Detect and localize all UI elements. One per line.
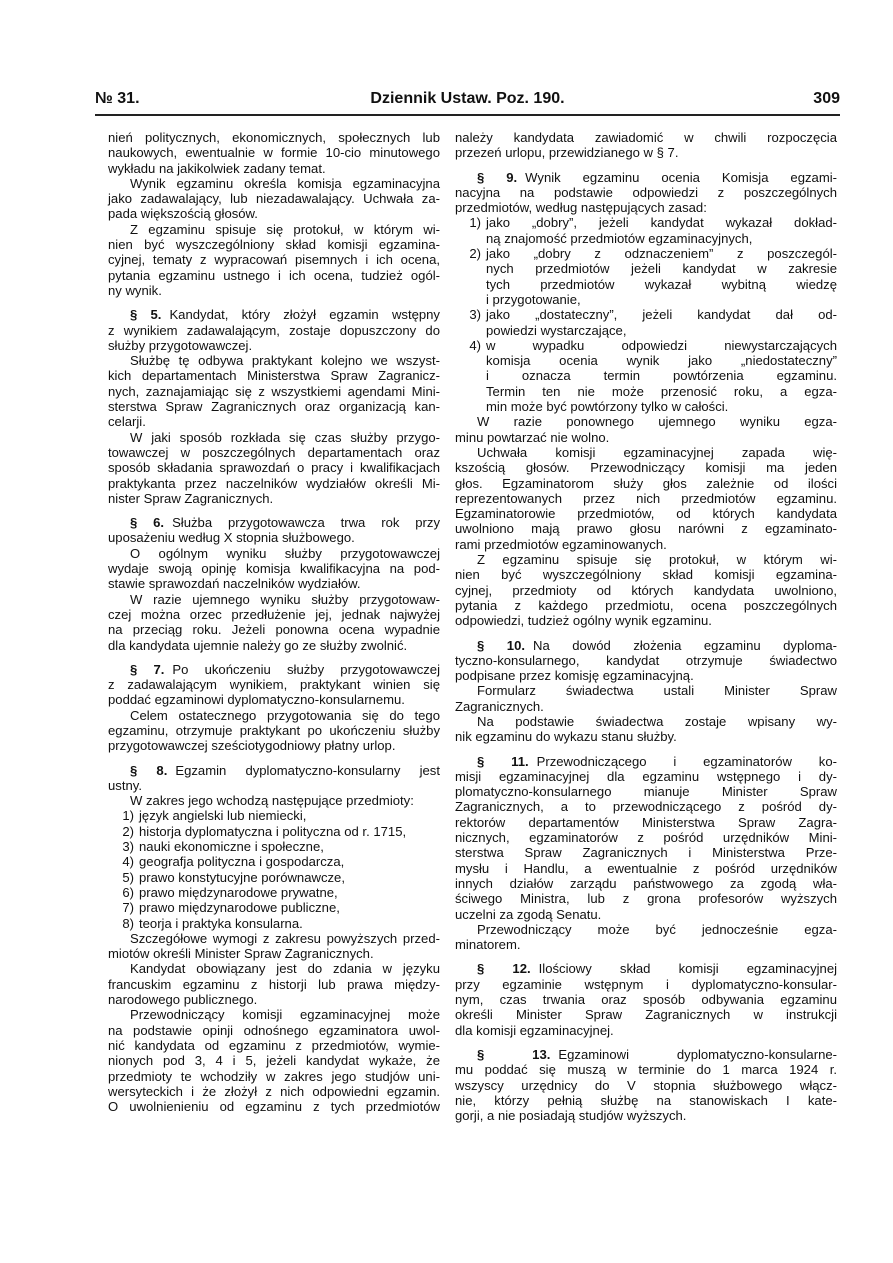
section-paragraph	[108, 763, 440, 794]
text-line: na podstawie opinji odnośnego egzaminatora uwol-	[108, 1022, 440, 1038]
text: Egzamin dyplomatyczno-konsularny jest	[175, 762, 440, 778]
text-line: i oznacza termin powtórzenia egzaminu.	[486, 368, 837, 384]
text-line: min może być powtórzony tylko w całości.	[486, 399, 729, 415]
journal-title: Dziennik Ustaw. Poz. 190.	[370, 90, 565, 107]
text-line: Termin ten nie może przenosić roku, a egza-	[486, 383, 837, 399]
list-item-text	[486, 307, 837, 338]
list-item-text	[139, 916, 440, 931]
text-line: mysłu i Handlu, a ewentualnie z pośród urzędników	[455, 860, 837, 876]
section-paragraph	[455, 638, 837, 684]
list-item-text	[139, 870, 440, 885]
text-line: teorja i praktyka konsularna.	[139, 915, 303, 931]
text-line: reprezentowanych przez nich przedmiotów egzaminu.	[455, 490, 837, 506]
list-item	[108, 900, 440, 915]
text-line: nik egzaminu do wykazu stanu służby.	[455, 729, 677, 745]
text: Wynik egzaminu ocenia Komisja egzami-	[525, 169, 837, 185]
text-line: cyjnej, tematy z wypracowań pisemnych i ich ocena,	[108, 252, 440, 268]
text: Ilościowy skład komisji egzaminacyjnej	[538, 961, 838, 977]
text-line: prawo międzynarodowe prywatne,	[139, 884, 338, 900]
numbered-list	[108, 808, 440, 930]
text-line: sterstwa Spraw Zagranicznych i Ministerstwa Prze-	[455, 845, 837, 861]
text-line: W jaki sposób rozkłada się czas służby przygo-	[130, 429, 440, 445]
text-line: wydaje swoją opinję komisja kwalifikacyjna na pod-	[108, 561, 440, 577]
text-line: komisja ocenia wynik jako „niedostateczny”	[486, 353, 837, 369]
text-line: Służbę tę odbywa praktykant kolejno we wszyst-	[130, 353, 440, 369]
text-line: ustny.	[108, 777, 142, 793]
text-line: kich departamentach Ministerstwa Spraw Zagranicz-	[108, 368, 440, 384]
text-line: pytania z każdego przedmiotu, ocena poszczególnych	[455, 597, 837, 613]
text-line: Zagranicznych.	[455, 698, 544, 714]
text: Przewodniczącego i egzaminatorów ko-	[536, 753, 837, 769]
list-number: 2)	[469, 246, 481, 262]
text-line: i przygotowanie,	[486, 291, 581, 307]
paragraph-gap	[108, 653, 440, 662]
text-line: z wynikiem zadawalającym, zostaje dopuszczony do	[108, 322, 440, 338]
text-line: towawczej w poszczególnych departamentach oraz	[108, 444, 440, 460]
section-number: § 13.	[477, 1046, 551, 1062]
list-number: 6)	[122, 884, 134, 900]
list-item-text	[486, 215, 837, 246]
text-line: miotów określi Minister Spraw Zagranicznych.	[108, 946, 374, 962]
text: Służba przygotowawcza trwa rok przy	[172, 515, 440, 531]
list-item	[108, 854, 440, 869]
page-number: 309	[813, 90, 840, 107]
list-item	[108, 870, 440, 885]
text-line: przedmioty te wchodziły w zakres jego studjów uni-	[108, 1068, 440, 1084]
text: Egzaminowi dyplomatyczno-konsularne-	[558, 1046, 837, 1062]
text-line	[108, 307, 440, 322]
text-line: służby przygotowawczej.	[108, 337, 253, 353]
text: Po ukończeniu służby przygotowawczej	[172, 661, 440, 677]
text-line: dla komisji egzaminacyjnej.	[455, 1022, 614, 1038]
text-line: dla kandydata ujemnie należy go ze służby zwolnić.	[108, 637, 408, 653]
text-line: W razie ujemnego wyniku służby przygotowaw-	[130, 591, 440, 607]
text-line: ną znajomość przedmiotów egzaminacyjnych,	[486, 230, 753, 246]
list-number: 7)	[122, 900, 134, 916]
text-line	[455, 754, 837, 769]
text-line: podpisane przez komisję egzaminacyjną.	[455, 668, 694, 684]
text-line: mu poddać się muszą w terminie do 1 marca 1924 r.	[455, 1062, 837, 1078]
text-line: ściwego Ministra, lub z grona profesorów wyższych	[455, 891, 837, 907]
text-line: plomatyczno-konsularnego mianuje Minister Spraw	[455, 784, 837, 800]
list-item	[455, 307, 837, 338]
paragraph	[108, 130, 440, 176]
list-item-text	[139, 900, 440, 915]
text-line: nie, którzy pełnią służbę na stanowiskach I kate-	[455, 1092, 837, 1108]
text-line: francuskim egzaminu z historji lub prawa między-	[108, 976, 440, 992]
left-column	[108, 130, 440, 1114]
list-item-text	[139, 885, 440, 900]
text-line: rami przedmiotów egzaminowanych.	[455, 536, 667, 552]
text-line: Przewodniczący komisji egzaminacyjnej może	[130, 1007, 440, 1023]
paragraph	[455, 130, 837, 161]
text-line: określi Minister Spraw Zagranicznych w instrukcji	[455, 1007, 837, 1023]
text-line: historja dyplomatyczna i polityczna od r. 1715,	[139, 823, 407, 839]
text-line: O ogólnym wyniku służby przygotowawczej	[130, 545, 440, 561]
text-line: nauki ekonomiczne i społeczne,	[139, 839, 324, 855]
right-column	[455, 130, 837, 1123]
text-line: nych, zaznajamiając się z wszystkiemi agendami Mini-	[108, 383, 440, 399]
text-line: tyczno-konsularnego, kandydat otrzymuje świadectwo	[455, 652, 837, 668]
section-paragraph	[108, 662, 440, 708]
text-line: Formularz świadectwa ustali Minister Spraw	[477, 683, 837, 699]
paragraph	[455, 414, 837, 445]
list-number: 1)	[469, 215, 481, 231]
text-line: nych przedmiotów jeżeli kandydat w zakresie	[486, 261, 837, 277]
text-line: wersyteckich i że złożył z nich odpowiedni egzamin.	[108, 1083, 440, 1099]
text-line: jako „dobry z odznaczeniem” z poszczegól-	[486, 246, 837, 262]
list-item	[108, 824, 440, 839]
paragraph	[108, 430, 440, 506]
paragraph-gap	[108, 298, 440, 307]
header-rule	[95, 114, 840, 116]
text-line: Na podstawie świadectwa zostaje wpisany wy-	[477, 713, 837, 729]
text-line: w wypadku odpowiedzi niewystarczających	[486, 337, 837, 353]
text-line: przezeń urlopu, przewidzianego w § 7.	[455, 145, 679, 161]
text-line: ny wynik.	[108, 282, 162, 298]
text-line: nicznych, egzaminatorów z pośród urzędników Mini-	[455, 830, 837, 846]
text-line: język angielski lub niemiecki,	[139, 808, 307, 824]
text-line: pada większością głosów.	[108, 206, 258, 222]
paragraph	[108, 176, 440, 222]
text-line: rektorów departamentów Ministerstwa Spraw Zagra-	[455, 814, 837, 830]
paragraph-gap	[455, 629, 837, 638]
list-item-text	[139, 808, 440, 823]
section-paragraph	[455, 754, 837, 922]
paragraph	[108, 931, 440, 962]
text-line: naukowych, ewentualnie w formie 10-cio minutowego	[108, 145, 440, 161]
list-item	[108, 916, 440, 931]
text: Kandydat, który złożył egzamin wstępny	[169, 307, 440, 323]
text-line: nien być wyszczególniony skład komisji egzamina-	[108, 237, 440, 253]
list-number: 2)	[122, 823, 134, 839]
section-number: § 7.	[130, 661, 165, 677]
text-line: Szczegółowe wymogi z zakresu powyższych przed-	[130, 930, 440, 946]
list-number: 3)	[122, 839, 134, 855]
text-line: minu powtarzać nie wolno.	[455, 429, 610, 445]
text-line: nien być wyszczególniony skład komisji egzamina-	[455, 567, 837, 583]
list-number: 3)	[469, 307, 481, 323]
section-paragraph	[455, 1047, 837, 1123]
section-number: § 9.	[477, 169, 518, 185]
list-item	[108, 885, 440, 900]
text-line: uposażeniu według X stopnia służbowego.	[108, 530, 355, 546]
paragraph	[108, 546, 440, 592]
issue-number: № 31.	[95, 90, 140, 107]
text-line: jako „dostateczny”, jeżeli kandydat dał od-	[486, 307, 837, 323]
list-item-text	[139, 824, 440, 839]
paragraph-gap	[108, 754, 440, 763]
text-line: Z egzaminu spisuje się protokuł, w którym wi-	[130, 221, 440, 237]
text-line: minatorem.	[455, 937, 521, 953]
text-line: Z egzaminu spisuje się protokuł, w którym wi-	[477, 552, 837, 568]
paragraph-gap	[455, 161, 837, 170]
paragraph	[455, 922, 837, 953]
section-paragraph	[108, 307, 440, 353]
text-line: praktykanta przez naczelników wydziałów określi Mi-	[108, 475, 440, 491]
text-line: na przeciąg roku. Jeżeli ponowna ocena wypadnie	[108, 622, 440, 638]
section-paragraph	[108, 515, 440, 546]
text-line: przy egzaminie wstępnym i dyplomatyczno-konsular-	[455, 976, 837, 992]
paragraph	[455, 714, 837, 745]
text-line: egzaminu, otrzymuje praktykant po ukończeniu służby	[108, 722, 440, 738]
text-line: tych przedmiotów wykazał wybitną wiedzę	[486, 276, 837, 292]
list-number: 5)	[122, 869, 134, 885]
paragraph-gap	[455, 745, 837, 754]
text-line: czej można orzec przedłużenie jej, jednak najwyżej	[108, 606, 440, 622]
list-number: 1)	[122, 808, 134, 824]
text-line: jako „dobry”, jeżeli kandydat wykazał dokład-	[486, 215, 837, 231]
text-line: stawie sprawozdań naczelników wydziałów.	[108, 576, 361, 592]
paragraph	[455, 683, 837, 714]
paragraph-gap	[455, 952, 837, 961]
text-line: Uchwała komisji egzaminacyjnej zapada wię-	[477, 444, 837, 460]
text-line: misji egzaminacyjnej dla egzaminu wstępnego i dy-	[455, 768, 837, 784]
text-line: sterstwa Spraw Zagranicznych oraz organizacją kan-	[108, 399, 440, 415]
text-line: uczelni za zgodą Senatu.	[455, 906, 602, 922]
text-line: nacyjna na podstawie odpowiedzi z poszczególnych	[455, 184, 837, 200]
text-line	[455, 1047, 837, 1062]
paragraph	[108, 793, 440, 808]
list-number: 4)	[469, 337, 481, 353]
paragraph	[108, 961, 440, 1007]
list-item	[455, 215, 837, 246]
paragraph	[455, 445, 837, 552]
text-line: Wynik egzaminu określa komisja egzaminacyjna	[130, 175, 440, 191]
list-number: 8)	[122, 915, 134, 931]
text-line: Egzaminatorowie przedmiotów, od których kandydata	[455, 506, 837, 522]
list-item	[108, 839, 440, 854]
list-number: 4)	[122, 854, 134, 870]
text-line: Celem ostatecznego przygotowania się do tego	[130, 707, 440, 723]
text-line: kszością głosów. Przewodniczący komisji ma jeden	[455, 460, 837, 476]
text-line: powiedzi wystarczające,	[486, 322, 627, 338]
text-line: poddać egzaminowi dyplomatyczno-konsularnemu.	[108, 692, 405, 708]
text-line: W zakres jego wchodzą następujące przedmioty:	[130, 793, 414, 809]
section-paragraph	[455, 961, 837, 1037]
paragraph-gap	[455, 1038, 837, 1047]
list-item	[108, 808, 440, 823]
page-header	[95, 90, 840, 112]
text-line: nić kandydata od egzaminu z przedmiotów, wymie-	[108, 1037, 440, 1053]
list-item	[455, 338, 837, 414]
text-line: wszyscy urzędnicy do V stopnia służbowego włącz-	[455, 1077, 837, 1093]
text-line: odpowiedzi, tudzież ogólny wynik egzaminu.	[455, 613, 712, 629]
text-line	[108, 515, 440, 530]
text-line: nym, czas trwania oraz sposób odbywania egzaminu	[455, 992, 837, 1008]
list-item-text	[486, 246, 837, 307]
section-number: § 5.	[130, 307, 162, 323]
paragraph	[108, 1007, 440, 1114]
list-item	[455, 246, 837, 307]
text-line: przedmiotów, według następujących zasad:	[455, 200, 707, 216]
paragraph	[108, 592, 440, 653]
list-item-text	[139, 839, 440, 854]
text-line: narodowego publicznego.	[108, 992, 258, 1008]
section-paragraph	[455, 170, 837, 216]
text-line: Przewodniczący może być jednocześnie egza-	[477, 921, 837, 937]
section-number: § 11.	[477, 753, 529, 769]
text-line: prawo konstytucyjne porównawcze,	[139, 869, 345, 885]
text-line	[455, 961, 837, 976]
text-line: głos. Egzaminatorom służy głos zależnie od ilości	[455, 475, 837, 491]
text-line: celarji.	[108, 414, 146, 430]
text-line: z zadawalającym wynikiem, praktykant winien się	[108, 677, 440, 693]
text-line: cyjnej, przedmioty od których kandydata uwolniono,	[455, 582, 837, 598]
paragraph	[108, 353, 440, 429]
text-line	[108, 662, 440, 677]
section-number: § 10.	[477, 637, 525, 653]
text-line: należy kandydata zawiadomić w chwili rozpoczęcia	[455, 130, 837, 145]
text-line: O uwolnienieniu od egzaminu z tych przedmiotów	[108, 1099, 440, 1115]
text-line: pytania egzaminu ustnego i ich ocena, tudzież ogól-	[108, 267, 440, 283]
text-line: innych działów zarządu państwowego za zgodą wła-	[455, 875, 837, 891]
text-line: uwolniono mają prawo głosu narówni z egzaminato-	[455, 521, 837, 537]
text-line	[455, 638, 837, 653]
paragraph	[108, 708, 440, 754]
text-line: nień politycznych, ekonomicznych, społecznych lub	[108, 130, 440, 145]
text-line: nister Spraw Zagranicznych.	[108, 490, 274, 506]
paragraph	[108, 222, 440, 298]
text-line	[455, 170, 837, 185]
text-line: Kandydat obowiązany jest do zdania w języku	[130, 961, 440, 977]
section-number: § 12.	[477, 961, 531, 977]
text-line: wykładu na jakikolwiek zadany temat.	[108, 160, 326, 176]
text-line: jako zadawalający, lub niezadawalający. Uchwała za-	[108, 191, 440, 207]
text-line	[108, 763, 440, 778]
text-line: W razie ponownego ujemnego wyniku egza-	[477, 414, 837, 430]
section-number: § 8.	[130, 762, 168, 778]
paragraph	[455, 552, 837, 628]
text-line: gorji, a nie posiadają studjów wyższych.	[455, 1108, 687, 1124]
text-line: Zagranicznych, a to przewodniczącego z pośród dy-	[455, 799, 837, 815]
text-line: prawo międzynarodowe publiczne,	[139, 900, 340, 916]
text: Na dowód złożenia egzaminu dyploma-	[533, 637, 838, 653]
list-item-text	[486, 338, 837, 414]
text-line: sposób składania sprawozdań o pracy i kwalifikacjach	[108, 460, 440, 476]
section-number: § 6.	[130, 515, 165, 531]
paragraph-gap	[108, 506, 440, 515]
text-line: geografja polityczna i gospodarcza,	[139, 854, 345, 870]
numbered-list	[455, 215, 837, 414]
list-item-text	[139, 854, 440, 869]
text-line: przygotowawczej sześciotygodniowy płatny urlop.	[108, 738, 396, 754]
text-line: nionych pod 3, 4 i 5, jeżeli kandydat wykaże, że	[108, 1053, 440, 1069]
